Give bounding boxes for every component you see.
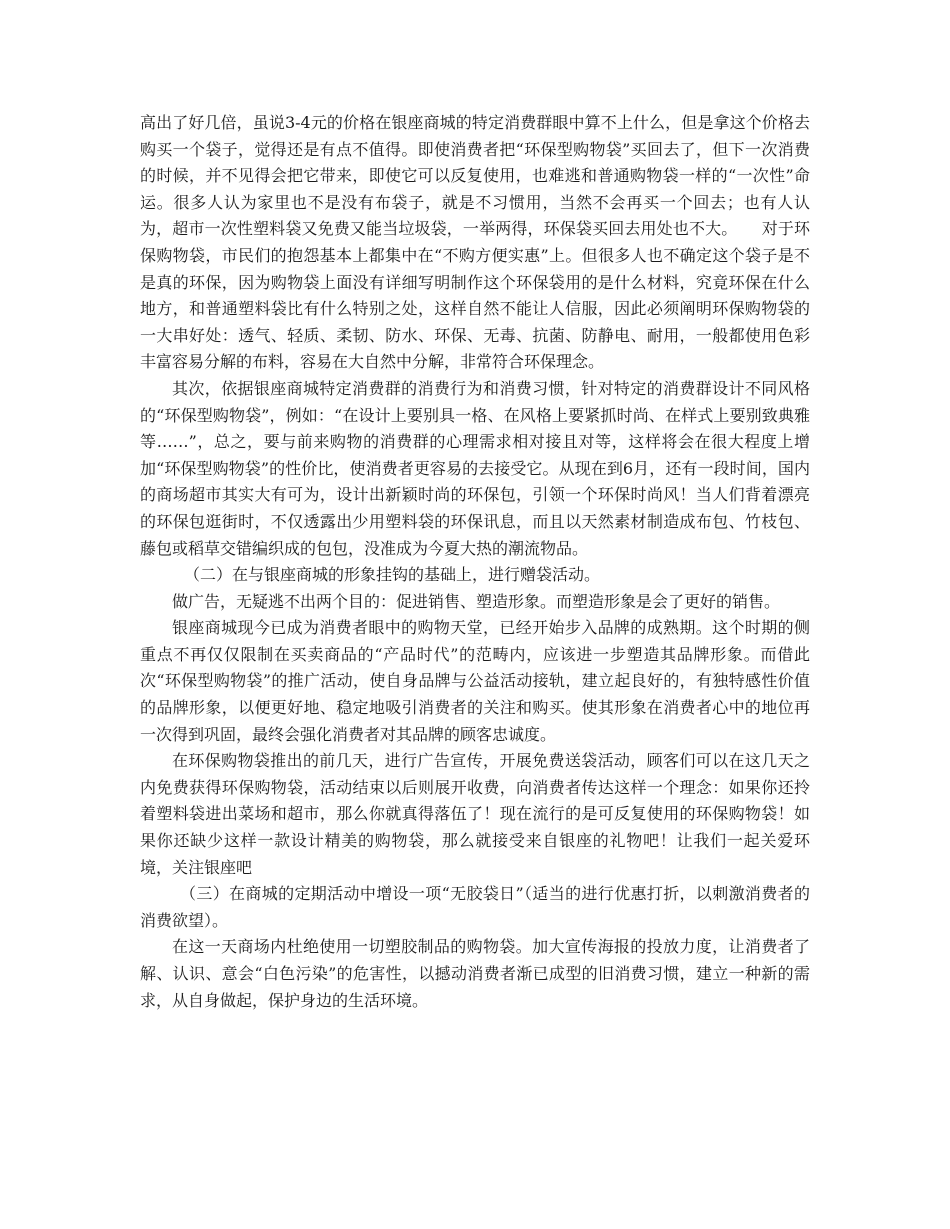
section-heading-3: （三）在商城的定期活动中增设一项“无胶袋日”（适当的进行优惠打折，以刺激消费者的消费欲望）。 bbox=[140, 884, 810, 930]
paragraph-2: 其次，依据银座商城特定消费群的消费行为和消费习惯，针对特定的消费群设计不同风格的“环保型购物袋”，例如：“在设计上要别具一格、在风格上要紧抓时尚、在样式上要别致典雅等……”，总之，要与前来购物的消费群的心理需求相对接且对等，这样将会在很大程度上增加“环保型购物袋”的性价比，使消费者更容易的去接受它。从现在到6月，还有一段时间，国内的商场超市其实大有可为，设计出新颖时尚的环保包，引领一个环保时尚风！当人们背着漂亮的环保包逛街时，不仅透露出少用塑料袋的环保讯息，而且以天然素材制造成布包、竹枝包、藤包或稻草交错编织成的包包，没准成为今夏大热的潮流物品。 bbox=[140, 378, 810, 558]
paragraph-4: 做广告，无疑逃不出两个目的：促进销售、塑造形象。而塑造形象是会了更好的销售。 bbox=[172, 591, 781, 611]
paragraph-5: 银座商城现今已成为消费者眼中的购物天堂，已经开始步入品牌的成熟期。这个时期的侧重点不再仅仅限制在买卖商品的“产品时代”的范畴内，应该进一步塑造其品牌形象。而借此次“环保型购物袋”的推广活动，使自身品牌与公益活动接轨，建立起良好的，有独特感性价值的品牌形象，以便更好地、稳定地吸引消费者的关注和购买。使其形象在消费者心中的地位再一次得到巩固，最终会强化消费者对其品牌的顾客忠诚度。 bbox=[140, 618, 810, 744]
section-heading-2: （二）在与银座商城的形象挂钩的基础上，进行赠袋活动。 bbox=[184, 565, 601, 585]
paragraph-8: 在这一天商场内杜绝使用一切塑胶制品的购物袋。加大宣传海报的投放力度，让消费者了解、认识、意会“白色污染”的危害性，以撼动消费者渐已成型的旧消费习惯，建立一种新的需求，从自身做起，保护身边的生活环境。 bbox=[140, 937, 810, 1010]
document-page bbox=[140, 110, 810, 1014]
paragraph-6: 在环保购物袋推出的前几天，进行广告宣传，开展免费送袋活动，顾客们可以在这几天之内免费获得环保购物袋，活动结束以后则展开收费，向消费者传达这样一个理念：如果你还拎着塑料袋进出菜场和超市，那么你就真得落伍了！现在流行的是可反复使用的环保购物袋！如果你还缺少这样一款设计精美的购物袋，那么就接受来自银座的礼物吧！让我们一起关爱环境，关注银座吧 bbox=[140, 751, 810, 877]
paragraph-1: 高出了好几倍，虽说3-4元的价格在银座商城的特定消费群眼中算不上什么，但是拿这个价格去购买一个袋子，觉得还是有点不值得。即使消费者把“环保型购物袋”买回去了，但下一次消费的时候，并不见得会把它带来，即使它可以反复使用，也难逃和普通购物袋一样的“一次性”命运。很多人认为家里也不是没有布袋子，就是不习惯用，当然不会再买一个回去；也有人认为，超市一次性塑料袋又免费又能当垃圾袋，一举两得，环保袋买回去用处也不大。 对于环保购物袋，市民们的抱怨基本上都集中在“不购方便实惠”上。但很多人也不确定这个袋子是不是真的环保，因为购物袋上面没有详细写明制作这个环保袋用的是什么材料，究竟环保在什么地方，和普通塑料袋比有什么特别之处，这样自然不能让人信服，因此必须阐明环保购物袋的一大串好处：透气、轻质、柔韧、防水、环保、无毒、抗菌、防静电、耐用，一般都使用色彩丰富容易分解的布料，容易在大自然中分解，非常符合环保理念。 bbox=[140, 113, 810, 372]
